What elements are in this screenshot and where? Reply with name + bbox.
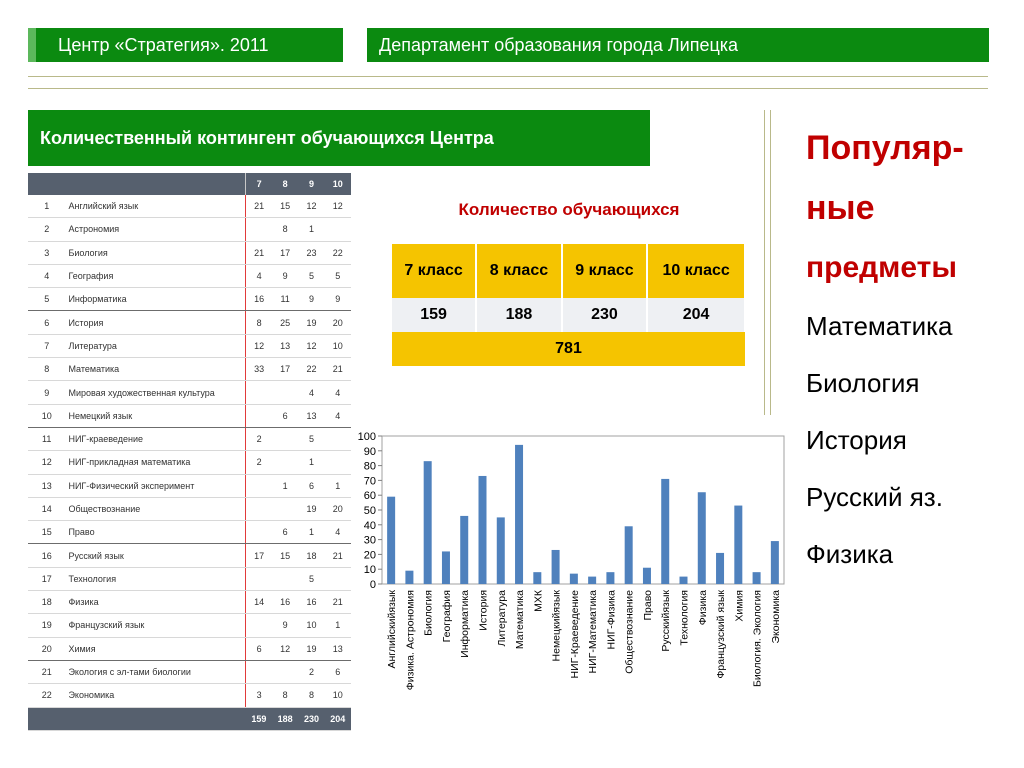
grade-9-count: 4 (298, 381, 324, 404)
bar (442, 551, 450, 584)
table-row (28, 521, 351, 544)
table-row (28, 404, 351, 427)
column-header: 7 (246, 173, 272, 195)
class-count: 230 (562, 298, 648, 332)
row-index: 1 (28, 195, 65, 218)
x-tick-label: НИГ-Краеведение (568, 590, 581, 679)
grade-7-count (246, 404, 272, 427)
popular-title-line: Популяр- (806, 129, 964, 167)
grade-10-count: 10 (325, 684, 351, 707)
table-row (28, 381, 351, 404)
grade-8-count: 9 (272, 614, 298, 637)
grade-10-count: 1 (325, 474, 351, 497)
table-row (28, 451, 351, 474)
grade-7-count (246, 497, 272, 520)
table-row (28, 427, 351, 450)
table-row (28, 614, 351, 637)
bar (680, 577, 688, 584)
x-tick-label: Обществознание (623, 590, 636, 674)
row-index: 14 (28, 497, 65, 520)
grade-7-count: 16 (246, 288, 272, 311)
grade-10-count: 13 (325, 637, 351, 660)
totals-cell: 204 (325, 707, 351, 730)
subject-name: Физика (65, 591, 245, 614)
row-index: 11 (28, 427, 65, 450)
bar (753, 572, 761, 584)
header-left: Центр «Стратегия». 2011 (28, 28, 343, 62)
subject-name: НИГ-Физический эксперимент (65, 474, 245, 497)
grade-8-count (272, 381, 298, 404)
row-index: 12 (28, 451, 65, 474)
subject-name: Математика (65, 358, 245, 381)
popular-title (806, 118, 1020, 298)
table-row (28, 474, 351, 497)
grade-9-count: 12 (298, 334, 324, 357)
grade-8-count (272, 567, 298, 590)
bar (588, 577, 596, 584)
x-tick-label: Физика. Астрономия (404, 590, 417, 691)
subjects-table-totals (28, 707, 351, 730)
grade-9-count: 19 (298, 311, 324, 334)
grade-9-count: 5 (298, 427, 324, 450)
grade-8-count: 6 (272, 521, 298, 544)
y-tick-label: 50 (363, 505, 376, 517)
grade-10-count: 21 (325, 358, 351, 381)
header-right: Департамент образования города Липецка (367, 28, 989, 62)
grade-8-count: 12 (272, 637, 298, 660)
popular-item: Математика (806, 311, 953, 341)
grade-7-count (246, 218, 272, 241)
bar (515, 445, 523, 584)
row-index: 21 (28, 660, 65, 683)
popular-title-line: ные (806, 189, 875, 227)
totals-cell (28, 707, 65, 730)
subject-name: Экономика (65, 684, 245, 707)
column-header (65, 173, 245, 195)
popular-title-line: предметы (806, 251, 957, 284)
popular-list (806, 300, 1016, 585)
row-index: 5 (28, 288, 65, 311)
table-row (28, 264, 351, 287)
row-index: 20 (28, 637, 65, 660)
bar (405, 571, 413, 584)
row-index: 22 (28, 684, 65, 707)
x-tick-label: Французский язык (715, 590, 728, 679)
table-row (28, 544, 351, 567)
row-index: 6 (28, 311, 65, 334)
grade-8-count: 15 (272, 544, 298, 567)
table-row (28, 241, 351, 264)
row-index: 10 (28, 404, 65, 427)
grade-7-count (246, 521, 272, 544)
table-row (28, 684, 351, 707)
subjects-table (28, 173, 351, 731)
grade-10-count (325, 451, 351, 474)
column-header: 8 (272, 173, 298, 195)
bar (424, 461, 432, 584)
grade-7-count: 2 (246, 451, 272, 474)
x-tick-label: НИГ-Математика (587, 590, 600, 674)
grade-8-count (272, 427, 298, 450)
grade-9-count: 10 (298, 614, 324, 637)
subject-name: Экология с эл-тами биологии (65, 660, 245, 683)
x-tick-label: Физика (696, 590, 709, 626)
y-tick-label: 40 (363, 519, 376, 532)
grade-7-count: 21 (246, 195, 272, 218)
class-header: 9 класс (562, 244, 648, 298)
popular-item: История (806, 425, 907, 455)
column-header: 10 (325, 173, 351, 195)
grade-7-count (246, 567, 272, 590)
bar (387, 497, 395, 584)
x-tick-label: География (440, 590, 453, 643)
grade-7-count: 3 (246, 684, 272, 707)
column-header (28, 173, 65, 195)
grade-10-count (325, 427, 351, 450)
row-index: 17 (28, 567, 65, 590)
grade-9-count: 2 (298, 660, 324, 683)
row-index: 18 (28, 591, 65, 614)
grade-8-count: 6 (272, 404, 298, 427)
table-row (28, 334, 351, 357)
grade-9-count: 12 (298, 195, 324, 218)
class-count: 188 (476, 298, 562, 332)
grade-10-count (325, 218, 351, 241)
bar (734, 506, 742, 584)
grade-7-count: 12 (246, 334, 272, 357)
grade-8-count: 17 (272, 241, 298, 264)
grade-8-count (272, 451, 298, 474)
grade-10-count: 6 (325, 660, 351, 683)
table-row (28, 660, 351, 683)
grade-8-count: 9 (272, 264, 298, 287)
grade-10-count: 12 (325, 195, 351, 218)
y-tick-label: 70 (363, 475, 376, 488)
bar (606, 572, 614, 584)
grade-10-count (325, 567, 351, 590)
row-index: 3 (28, 241, 65, 264)
grade-9-count: 13 (298, 404, 324, 427)
count-table-values (392, 298, 745, 332)
bar (698, 492, 706, 584)
subject-name: Право (65, 521, 245, 544)
section-title: Количественный контингент обучающихся Центра (28, 110, 650, 166)
class-count: 204 (647, 298, 745, 332)
row-index: 13 (28, 474, 65, 497)
totals-cell: 188 (272, 707, 298, 730)
x-tick-label: Информатика (459, 590, 472, 658)
grade-9-count: 8 (298, 684, 324, 707)
grade-9-count: 19 (298, 637, 324, 660)
header-accent (28, 28, 36, 62)
row-index: 2 (28, 218, 65, 241)
grade-8-count (272, 660, 298, 683)
subject-name: Мировая художественная культура (65, 381, 245, 404)
x-tick-label: История (477, 590, 490, 631)
subject-name: Информатика (65, 288, 245, 311)
x-tick-label: МХК (532, 590, 545, 612)
grade-8-count: 25 (272, 311, 298, 334)
y-tick-label: 10 (363, 564, 376, 577)
subject-name: НИГ-прикладная математика (65, 451, 245, 474)
grade-8-count: 16 (272, 591, 298, 614)
x-tick-label: Биология (422, 590, 435, 636)
bar (643, 568, 651, 584)
x-tick-label: Немецкийязык (550, 590, 563, 662)
bar (771, 541, 779, 584)
subject-name: Русский язык (65, 544, 245, 567)
popular-item: Биология (806, 368, 920, 398)
table-row (28, 311, 351, 334)
subject-name: Французский язык (65, 614, 245, 637)
grade-7-count (246, 474, 272, 497)
grade-7-count: 33 (246, 358, 272, 381)
grade-9-count: 22 (298, 358, 324, 381)
subject-name: История (65, 311, 245, 334)
grade-8-count: 8 (272, 684, 298, 707)
count-table (392, 244, 746, 366)
grade-10-count: 22 (325, 241, 351, 264)
y-tick-label: 0 (369, 579, 376, 591)
grade-10-count: 4 (325, 521, 351, 544)
y-tick-label: 100 (357, 431, 376, 443)
count-table-total (392, 332, 745, 366)
divider-top (28, 76, 988, 77)
grade-7-count (246, 614, 272, 637)
subject-name: Литература (65, 334, 245, 357)
subject-name: Астрономия (65, 218, 245, 241)
row-index: 15 (28, 521, 65, 544)
bar (460, 516, 468, 584)
grade-8-count: 17 (272, 358, 298, 381)
bar (479, 476, 487, 584)
class-header: 7 класс (392, 244, 476, 298)
grade-9-count: 6 (298, 474, 324, 497)
x-tick-label: Право (641, 590, 654, 621)
subject-name: География (65, 264, 245, 287)
class-header: 10 класс (647, 244, 745, 298)
grade-7-count: 21 (246, 241, 272, 264)
x-tick-label: Литература (495, 590, 508, 647)
grade-10-count: 20 (325, 311, 351, 334)
grade-10-count: 4 (325, 381, 351, 404)
grade-10-count: 1 (325, 614, 351, 637)
grade-10-count: 4 (325, 404, 351, 427)
bar (661, 479, 669, 584)
table-row (28, 218, 351, 241)
grade-9-count: 1 (298, 218, 324, 241)
subject-name: Биология (65, 241, 245, 264)
grade-7-count: 2 (246, 427, 272, 450)
y-tick-label: 30 (363, 534, 376, 547)
divider-bottom (28, 88, 988, 89)
row-index: 8 (28, 358, 65, 381)
bar (716, 553, 724, 584)
grade-9-count: 5 (298, 567, 324, 590)
grade-8-count: 13 (272, 334, 298, 357)
subject-name: Английский язык (65, 195, 245, 218)
vertical-divider (764, 110, 765, 415)
grade-9-count: 1 (298, 451, 324, 474)
row-index: 4 (28, 264, 65, 287)
x-tick-label: Технология (678, 590, 691, 646)
x-tick-label: Биология. Экология (751, 590, 764, 687)
vertical-divider (770, 110, 771, 415)
grade-10-count: 20 (325, 497, 351, 520)
grade-9-count: 9 (298, 288, 324, 311)
totals-cell: 230 (298, 707, 324, 730)
grade-9-count: 16 (298, 591, 324, 614)
y-tick-label: 80 (363, 460, 376, 473)
grade-7-count: 8 (246, 311, 272, 334)
class-header: 8 класс (476, 244, 562, 298)
subjects-bar-chart (352, 424, 792, 724)
grade-9-count: 23 (298, 241, 324, 264)
subjects-table-header (28, 173, 351, 195)
row-index: 16 (28, 544, 65, 567)
subject-name: Химия (65, 637, 245, 660)
table-row (28, 195, 351, 218)
popular-item: Физика (806, 539, 894, 569)
table-row (28, 591, 351, 614)
row-index: 9 (28, 381, 65, 404)
grade-9-count: 5 (298, 264, 324, 287)
column-header: 9 (298, 173, 324, 195)
grade-10-count: 9 (325, 288, 351, 311)
count-table-header (392, 244, 745, 298)
grade-8-count: 1 (272, 474, 298, 497)
x-tick-label: Математика (514, 590, 527, 650)
grade-10-count: 21 (325, 544, 351, 567)
grade-7-count: 14 (246, 591, 272, 614)
subject-name: Обществознание (65, 497, 245, 520)
bar (533, 572, 541, 584)
totals-cell: 159 (246, 707, 272, 730)
grade-8-count (272, 497, 298, 520)
grade-7-count: 17 (246, 544, 272, 567)
bar (552, 550, 560, 584)
row-index: 19 (28, 614, 65, 637)
x-tick-label: Русскийязык (660, 590, 673, 652)
grade-7-count (246, 660, 272, 683)
popular-item: Русский яз. (806, 482, 943, 512)
bar (570, 574, 578, 584)
table-row (28, 637, 351, 660)
table-row (28, 358, 351, 381)
y-tick-label: 60 (363, 490, 376, 503)
subject-name: Технология (65, 567, 245, 590)
grade-9-count: 19 (298, 497, 324, 520)
x-tick-label: Экономика (769, 590, 782, 644)
row-index: 7 (28, 334, 65, 357)
subject-name: НИГ-краеведение (65, 427, 245, 450)
table-row (28, 567, 351, 590)
grade-8-count: 15 (272, 195, 298, 218)
grade-10-count: 21 (325, 591, 351, 614)
grade-7-count (246, 381, 272, 404)
grade-8-count: 8 (272, 218, 298, 241)
table-row (28, 288, 351, 311)
grade-8-count: 11 (272, 288, 298, 311)
count-table-title: Количество обучающихся (458, 200, 680, 219)
grade-9-count: 18 (298, 544, 324, 567)
grade-10-count: 5 (325, 264, 351, 287)
x-tick-label: Химия (733, 590, 746, 622)
totals-cell (65, 707, 245, 730)
grade-7-count: 4 (246, 264, 272, 287)
bar (497, 517, 505, 584)
grade-7-count: 6 (246, 637, 272, 660)
total-count: 781 (392, 332, 745, 366)
y-tick-label: 90 (363, 445, 376, 458)
table-row (28, 497, 351, 520)
bar (625, 526, 633, 584)
x-tick-label: НИГ-Физика (605, 590, 618, 650)
grade-9-count: 1 (298, 521, 324, 544)
x-tick-label: Английскийязык (386, 590, 399, 669)
subject-name: Немецкий язык (65, 404, 245, 427)
y-tick-label: 20 (363, 549, 376, 562)
grade-10-count: 10 (325, 334, 351, 357)
class-count: 159 (392, 298, 476, 332)
